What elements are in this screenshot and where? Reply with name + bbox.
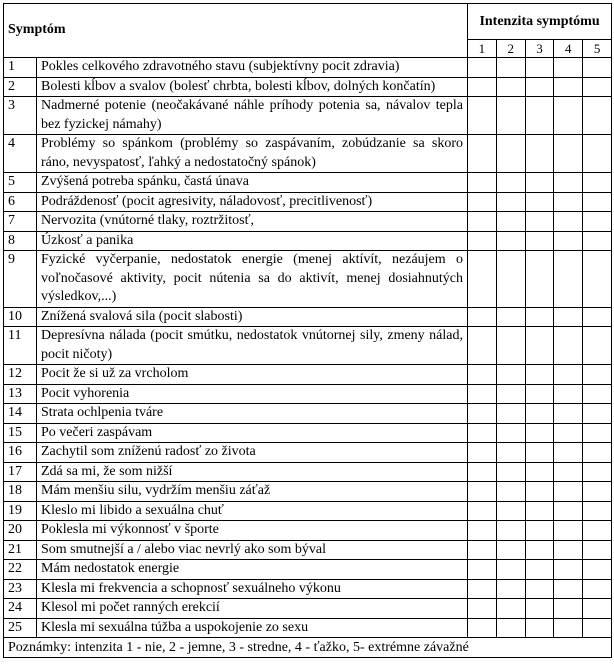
intensity-cell-5[interactable]: [583, 462, 612, 482]
intensity-cell-3[interactable]: [525, 135, 554, 173]
row-number: 18: [4, 482, 37, 502]
intensity-cell-5[interactable]: [583, 97, 612, 135]
symptom-text: Klesol mi počet ranných erekcií: [37, 599, 468, 619]
intensity-cell-3[interactable]: [525, 97, 554, 135]
intensity-cell-4[interactable]: [554, 365, 583, 385]
row-number: 9: [4, 251, 37, 308]
row-number: 10: [4, 307, 37, 327]
intensity-cell-2[interactable]: [496, 579, 525, 599]
intensity-cell-3[interactable]: [525, 482, 554, 502]
intensity-cell-5[interactable]: [583, 58, 612, 78]
intensity-cell-4[interactable]: [554, 77, 583, 97]
intensity-cell-3[interactable]: [525, 384, 554, 404]
intensity-cell-4[interactable]: [554, 521, 583, 541]
row-number: 21: [4, 540, 37, 560]
intensity-cell-1[interactable]: [468, 365, 497, 385]
intensity-cell-2[interactable]: [496, 618, 525, 638]
symptom-text: Nervozita (vnútorné tlaky, roztržitosť,: [37, 212, 468, 232]
symptom-text: Úzkosť a panika: [37, 231, 468, 251]
symptom-text: Strata ochlpenia tváre: [37, 404, 468, 424]
intensity-cell-1[interactable]: [468, 423, 497, 443]
intensity-cell-2[interactable]: [496, 58, 525, 78]
intensity-cell-4[interactable]: [554, 579, 583, 599]
intensity-cell-4[interactable]: [554, 540, 583, 560]
intensity-cell-1[interactable]: [468, 212, 497, 232]
intensity-cell-4[interactable]: [554, 307, 583, 327]
intensity-cell-3[interactable]: [525, 231, 554, 251]
symptom-text: Nadmerné potenie (neočakávané náhle príhody potenia sa, návalov tepla bez fyzickej námahy): [37, 97, 468, 135]
symptom-text: Podráždenosť (pocit agresivity, náladovosť, precitlivenosť): [37, 192, 468, 212]
intensity-cell-1[interactable]: [468, 307, 497, 327]
intensity-cell-3[interactable]: [525, 599, 554, 619]
intensity-cell-2[interactable]: [496, 599, 525, 619]
symptom-text: Pokles celkového zdravotného stavu (subjektívny pocit zdravia): [37, 58, 468, 78]
intensity-cell-5[interactable]: [583, 231, 612, 251]
symptom-text: Bolesti kĺbov a svalov (bolesť chrbta, bolesti kĺbov, dolných končatín): [37, 77, 468, 97]
intensity-cell-3[interactable]: [525, 579, 554, 599]
intensity-cell-2[interactable]: [496, 443, 525, 463]
table-row: [4, 307, 612, 327]
intensity-cell-5[interactable]: [583, 482, 612, 502]
table-row: [4, 599, 612, 619]
intensity-cell-4[interactable]: [554, 482, 583, 502]
intensity-cell-3[interactable]: [525, 365, 554, 385]
row-number: 11: [4, 327, 37, 365]
row-number: 24: [4, 599, 37, 619]
intensity-cell-5[interactable]: [583, 501, 612, 521]
intensity-cell-2[interactable]: [496, 540, 525, 560]
symptom-text: Mám menšiu silu, vydržím menšiu záťaž: [37, 482, 468, 502]
intensity-cell-4[interactable]: [554, 618, 583, 638]
intensity-cell-3[interactable]: [525, 327, 554, 365]
symptom-text: Zdá sa mi, že som nižší: [37, 462, 468, 482]
scale-4-header: 4: [554, 40, 583, 58]
intensity-cell-4[interactable]: [554, 327, 583, 365]
intensity-cell-4[interactable]: [554, 423, 583, 443]
symptom-text: Mám nedostatok energie: [37, 560, 468, 580]
intensity-cell-1[interactable]: [468, 173, 497, 193]
intensity-cell-1[interactable]: [468, 560, 497, 580]
row-number: 6: [4, 192, 37, 212]
intensity-cell-2[interactable]: [496, 77, 525, 97]
symptom-text: Som smutnejší a / alebo viac nevrlý ako som býval: [37, 540, 468, 560]
intensity-cell-1[interactable]: [468, 251, 497, 308]
table-row: [4, 462, 612, 482]
intensity-cell-3[interactable]: [525, 540, 554, 560]
scale-3-header: 3: [525, 40, 554, 58]
intensity-cell-1[interactable]: [468, 482, 497, 502]
row-number: 22: [4, 560, 37, 580]
intensity-cell-5[interactable]: [583, 384, 612, 404]
intensity-cell-5[interactable]: [583, 212, 612, 232]
table-row: [4, 404, 612, 424]
table-row: [4, 365, 612, 385]
intensity-cell-1[interactable]: [468, 501, 497, 521]
symptom-text: Depresívna nálada (pocit smútku, nedostatok vnútornej sily, zmeny nálad, pocit ničoty): [37, 327, 468, 365]
symptom-text: Pocit vyhorenia: [37, 384, 468, 404]
intensity-cell-1[interactable]: [468, 97, 497, 135]
table-row: [4, 58, 612, 78]
table-row: [4, 618, 612, 638]
row-number: 25: [4, 618, 37, 638]
symptom-text: Klesla mi frekvencia a schopnosť sexuálneho výkonu: [37, 579, 468, 599]
intensity-cell-3[interactable]: [525, 462, 554, 482]
table-row: [4, 521, 612, 541]
table-row: [4, 77, 612, 97]
intensity-cell-1[interactable]: [468, 599, 497, 619]
row-number: 8: [4, 231, 37, 251]
symptom-text: Fyzické vyčerpanie, nedostatok energie (menej aktívít, nezáujem o voľnočasové aktivity, pocit nútenia sa do aktivít, menej dosiahnutých výsledkov,...): [37, 251, 468, 308]
row-number: 1: [4, 58, 37, 78]
intensity-cell-1[interactable]: [468, 327, 497, 365]
intensity-cell-2[interactable]: [496, 97, 525, 135]
intensity-cell-1[interactable]: [468, 384, 497, 404]
intensity-cell-3[interactable]: [525, 404, 554, 424]
intensity-cell-4[interactable]: [554, 97, 583, 135]
intensity-cell-3[interactable]: [525, 251, 554, 308]
intensity-cell-1[interactable]: [468, 404, 497, 424]
intensity-cell-2[interactable]: [496, 384, 525, 404]
intensity-cell-5[interactable]: [583, 135, 612, 173]
row-number: 23: [4, 579, 37, 599]
intensity-cell-3[interactable]: [525, 77, 554, 97]
intensity-cell-2[interactable]: [496, 231, 525, 251]
symptom-table: [3, 3, 612, 658]
row-number: 14: [4, 404, 37, 424]
intensity-cell-2[interactable]: [496, 173, 525, 193]
intensity-cell-4[interactable]: [554, 501, 583, 521]
table-row: [4, 482, 612, 502]
table-row: [4, 231, 612, 251]
table-row: [4, 251, 612, 308]
intensity-cell-3[interactable]: [525, 307, 554, 327]
intensity-cell-4[interactable]: [554, 462, 583, 482]
intensity-cell-2[interactable]: [496, 404, 525, 424]
table-row: [4, 443, 612, 463]
intensity-cell-2[interactable]: [496, 521, 525, 541]
intensity-cell-1[interactable]: [468, 135, 497, 173]
row-number: 19: [4, 501, 37, 521]
intensity-cell-5[interactable]: [583, 365, 612, 385]
intensity-cell-5[interactable]: [583, 307, 612, 327]
row-number: 7: [4, 212, 37, 232]
intensity-cell-2[interactable]: [496, 135, 525, 173]
intensity-cell-1[interactable]: [468, 540, 497, 560]
symptom-text: Poklesla mi výkonnosť v športe: [37, 521, 468, 541]
symptom-column-header: Symptóm: [4, 4, 468, 58]
intensity-cell-3[interactable]: [525, 560, 554, 580]
intensity-column-header: Intenzita symptómu: [468, 4, 612, 40]
intensity-cell-5[interactable]: [583, 560, 612, 580]
intensity-cell-1[interactable]: [468, 192, 497, 212]
scale-1-header: 1: [468, 40, 497, 58]
intensity-cell-1[interactable]: [468, 231, 497, 251]
table-row: [4, 327, 612, 365]
intensity-cell-5[interactable]: [583, 404, 612, 424]
intensity-cell-2[interactable]: [496, 192, 525, 212]
row-number: 15: [4, 423, 37, 443]
intensity-cell-4[interactable]: [554, 443, 583, 463]
intensity-cell-2[interactable]: [496, 251, 525, 308]
row-number: 5: [4, 173, 37, 193]
intensity-cell-5[interactable]: [583, 173, 612, 193]
intensity-cell-3[interactable]: [525, 501, 554, 521]
intensity-cell-5[interactable]: [583, 521, 612, 541]
row-number: 13: [4, 384, 37, 404]
intensity-cell-2[interactable]: [496, 482, 525, 502]
scale-5-header: 5: [583, 40, 612, 58]
intensity-cell-1[interactable]: [468, 443, 497, 463]
intensity-cell-3[interactable]: [525, 618, 554, 638]
intensity-cell-3[interactable]: [525, 443, 554, 463]
intensity-cell-2[interactable]: [496, 501, 525, 521]
intensity-cell-2[interactable]: [496, 307, 525, 327]
table-row: [4, 384, 612, 404]
intensity-cell-2[interactable]: [496, 327, 525, 365]
symptom-text: Zachytil som zníženú radosť zo života: [37, 443, 468, 463]
intensity-cell-5[interactable]: [583, 77, 612, 97]
scale-2-header: 2: [496, 40, 525, 58]
intensity-cell-5[interactable]: [583, 251, 612, 308]
symptom-text: Problémy so spánkom (problémy so zaspávaním, zobúdzanie sa skoro ráno, nevyspatosť, ľahký a nedostatočný spánok): [37, 135, 468, 173]
intensity-cell-4[interactable]: [554, 173, 583, 193]
intensity-cell-5[interactable]: [583, 618, 612, 638]
table-row: [4, 423, 612, 443]
symptom-text: Po večeri zaspávam: [37, 423, 468, 443]
intensity-cell-4[interactable]: [554, 384, 583, 404]
intensity-cell-4[interactable]: [554, 251, 583, 308]
intensity-cell-5[interactable]: [583, 599, 612, 619]
intensity-cell-3[interactable]: [525, 192, 554, 212]
intensity-cell-1[interactable]: [468, 618, 497, 638]
intensity-cell-3[interactable]: [525, 521, 554, 541]
legend-note: Poznámky: intenzita 1 - nie, 2 - jemne, 3 - stredne, 4 - ťažko, 5- extrémne závažné: [4, 638, 612, 658]
table-row: [4, 501, 612, 521]
intensity-cell-3[interactable]: [525, 212, 554, 232]
intensity-cell-1[interactable]: [468, 521, 497, 541]
intensity-cell-4[interactable]: [554, 560, 583, 580]
row-number: 4: [4, 135, 37, 173]
intensity-cell-5[interactable]: [583, 327, 612, 365]
intensity-cell-2[interactable]: [496, 212, 525, 232]
table-row: [4, 135, 612, 173]
symptom-text: Klesla mi sexuálna túžba a uspokojenie zo sexu: [37, 618, 468, 638]
symptom-text: Znížená svalová sila (pocit slabosti): [37, 307, 468, 327]
table-row: [4, 173, 612, 193]
intensity-cell-2[interactable]: [496, 462, 525, 482]
intensity-cell-5[interactable]: [583, 443, 612, 463]
symptom-text: Zvýšená potreba spánku, častá únava: [37, 173, 468, 193]
table-row: [4, 212, 612, 232]
intensity-cell-2[interactable]: [496, 560, 525, 580]
intensity-cell-4[interactable]: [554, 212, 583, 232]
intensity-cell-5[interactable]: [583, 540, 612, 560]
intensity-cell-3[interactable]: [525, 173, 554, 193]
intensity-cell-2[interactable]: [496, 365, 525, 385]
intensity-cell-4[interactable]: [554, 135, 583, 173]
intensity-cell-3[interactable]: [525, 58, 554, 78]
table-row: [4, 540, 612, 560]
intensity-cell-4[interactable]: [554, 404, 583, 424]
row-number: 12: [4, 365, 37, 385]
intensity-cell-1[interactable]: [468, 579, 497, 599]
table-row: [4, 579, 612, 599]
table-row: [4, 97, 612, 135]
table-row: [4, 192, 612, 212]
intensity-cell-5[interactable]: [583, 579, 612, 599]
intensity-cell-1[interactable]: [468, 462, 497, 482]
row-number: 17: [4, 462, 37, 482]
row-number: 3: [4, 97, 37, 135]
row-number: 16: [4, 443, 37, 463]
row-number: 2: [4, 77, 37, 97]
intensity-cell-1[interactable]: [468, 58, 497, 78]
intensity-cell-1[interactable]: [468, 77, 497, 97]
intensity-cell-2[interactable]: [496, 423, 525, 443]
intensity-cell-4[interactable]: [554, 192, 583, 212]
intensity-cell-4[interactable]: [554, 58, 583, 78]
intensity-cell-5[interactable]: [583, 423, 612, 443]
table-row: [4, 560, 612, 580]
intensity-cell-4[interactable]: [554, 231, 583, 251]
intensity-cell-3[interactable]: [525, 423, 554, 443]
row-number: 20: [4, 521, 37, 541]
intensity-cell-4[interactable]: [554, 599, 583, 619]
symptom-text: Kleslo mi libido a sexuálna chuť: [37, 501, 468, 521]
intensity-cell-5[interactable]: [583, 192, 612, 212]
symptom-text: Pocit že si už za vrcholom: [37, 365, 468, 385]
